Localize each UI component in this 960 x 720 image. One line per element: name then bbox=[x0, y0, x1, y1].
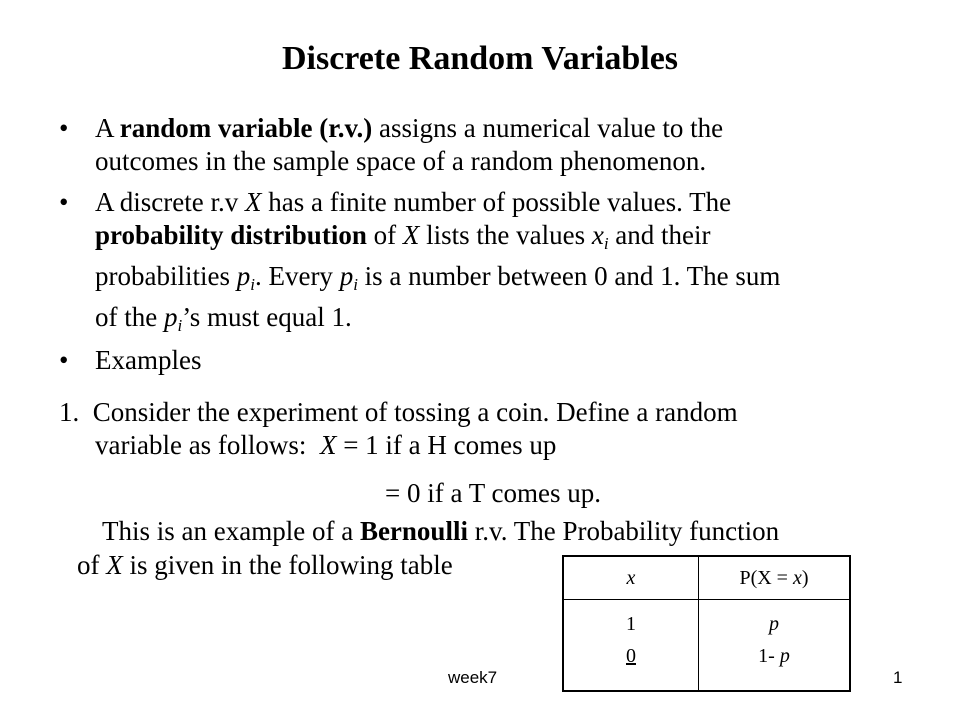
bullet-examples bbox=[59, 344, 202, 377]
slide-number: 1 bbox=[893, 668, 903, 687]
table-header-x: x bbox=[563, 556, 699, 600]
bullet-line: outcomes in the sample space of a random phenomenon. bbox=[95, 146, 707, 176]
slide-title: Discrete Random Variables bbox=[281, 40, 679, 77]
example-line-1: 1. Consider the experiment of tossing a coin. Define a random bbox=[59, 397, 738, 427]
example-line-3: = 0 if a T comes up. bbox=[385, 478, 601, 508]
table-header-row bbox=[563, 556, 850, 600]
example-line-2: variable as follows: X = 1 if a H comes up bbox=[95, 430, 557, 460]
bullet-line: of the $p_i’s$ must equal 1. bbox=[95, 302, 352, 335]
bullet-marker: • bbox=[59, 345, 69, 375]
term-bernoulli: Bernoulli bbox=[359, 516, 468, 546]
bullet-marker: • bbox=[59, 187, 69, 217]
example-line-5: of X is given in the following table bbox=[77, 550, 453, 580]
example-line-4: This is an example of a Bernoulli r.v. The Probability function bbox=[102, 516, 780, 546]
footer-week-label: week7 bbox=[448, 668, 498, 687]
term-probability-distribution: probability distribution bbox=[95, 220, 367, 250]
bullet-line: probability distribution of X lists the values $x_i$ and their bbox=[95, 220, 711, 253]
probability-function-table bbox=[562, 555, 851, 692]
table-cell-probabilities: p 1- p bbox=[699, 600, 851, 692]
bullet-discrete-rv bbox=[59, 186, 781, 342]
bullet-marker: • bbox=[59, 113, 69, 143]
table-header-probability: P(X = x) bbox=[699, 556, 851, 600]
bullet-random-variable bbox=[59, 112, 724, 178]
table-row bbox=[563, 600, 850, 692]
bullet-line: A discrete r.v X has a finite number of possible values. The bbox=[95, 187, 732, 217]
bullet-line: A random variable (r.v.) assigns a numerical value to the bbox=[95, 113, 724, 143]
bullet-line: Examples bbox=[95, 345, 202, 375]
table-cell-x-values: 1 0 bbox=[563, 600, 699, 692]
bullet-line: probabilities $p_i$. Every $p_i$ is a number between 0 and 1. The sum bbox=[95, 261, 781, 294]
term-random-variable: random variable (r.v.) bbox=[119, 113, 373, 143]
